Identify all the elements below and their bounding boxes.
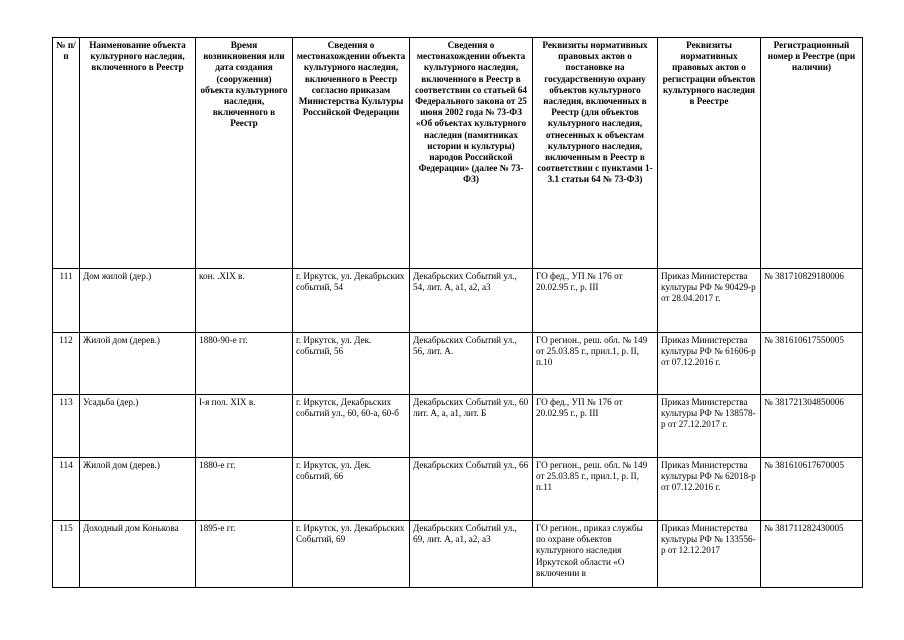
cell-name: Жилой дом (дерев.) [80, 333, 196, 395]
cell-location-ministry: г. Иркутск, ул. Дек. событий, 56 [293, 333, 410, 395]
cell-location-ministry: г. Иркутск, ул. Декабрьских событий, 54 [293, 269, 410, 333]
cell-number: 113 [53, 395, 80, 458]
cell-registration-number: № 381711282430005 [761, 521, 863, 588]
header-cell-registration-number: Регистрационный номер в Реестре (при наличии) [761, 38, 863, 269]
registry-document [52, 37, 862, 588]
cell-name: Жилой дом (дерев.) [80, 458, 196, 521]
cell-protection-acts: ГО регион., реш. обл. № 149 от 25.03.85 г., прил.1, р. II, п.11 [533, 458, 658, 521]
cell-protection-acts: ГО регион., приказ службы по охране объектов культурного наследия Иркутской области «О включении в [533, 521, 658, 588]
cell-name: Доходный дом Конькова [80, 521, 196, 588]
cell-location-law: Декабрьских Событий ул., 56, лит. А. [410, 333, 533, 395]
cell-registration-number: № 381710829180006 [761, 269, 863, 333]
cell-date: кон. .XIX в. [196, 269, 293, 333]
cell-registration-acts: Приказ Министерства культуры РФ № 138578-р от 27.12.2017 г. [658, 395, 761, 458]
table-row [53, 269, 863, 333]
table-row [53, 333, 863, 395]
header-cell-location-ministry: Сведения о местонахождении объекта культурного наследия, включенного в Реестр согласно приказам Министерства Культуры Российской Федерации [293, 38, 410, 269]
cell-number: 114 [53, 458, 80, 521]
cell-registration-number: № 381610617550005 [761, 333, 863, 395]
cell-location-law: Декабрьских Событий ул., 69, лит. А, а1, а2, а3 [410, 521, 533, 588]
cell-registration-number: № 381610617670005 [761, 458, 863, 521]
cell-protection-acts: ГО фед., УП № 176 от 20.02.95 г., р. III [533, 395, 658, 458]
table-header-row [53, 38, 863, 269]
header-cell-name: Наименование объекта культурного наследия, включенного в Реестр [80, 38, 196, 269]
cell-registration-acts: Приказ Министерства культуры РФ № 61606-р от 07.12.2016 г. [658, 333, 761, 395]
cell-registration-acts: Приказ Министерства культуры РФ № 90429-р от 28.04.2017 г. [658, 269, 761, 333]
cell-location-law: Декабрьских Событий ул., 54, лит. А, а1, а2, а3 [410, 269, 533, 333]
header-cell-protection-acts: Реквизиты нормативных правовых актов о постановке на государственную охрану объектов культурного наследия, включенных в Реестр (для объектов культурного наследия, отнесенных к объектам культурного наследия, включенным в Реестр в соответствии с пунктами 1-3.1 статьи 64 № 73-ФЗ) [533, 38, 658, 269]
cell-protection-acts: ГО фед., УП № 176 от 20.02.95 г., р. III [533, 269, 658, 333]
cell-date: 1895-е гг. [196, 521, 293, 588]
cell-name: Усадьба (дер.) [80, 395, 196, 458]
table-row [53, 395, 863, 458]
cell-number: 115 [53, 521, 80, 588]
cell-registration-acts: Приказ Министерства культуры РФ № 62018-р от 07.12.2016 г. [658, 458, 761, 521]
table-row [53, 521, 863, 588]
cell-name: Дом жилой (дер.) [80, 269, 196, 333]
header-cell-registration-acts: Реквизиты нормативных правовых актов о регистрации объектов культурного наследия в Реестре [658, 38, 761, 269]
cell-protection-acts: ГО регион., реш. обл. № 149 от 25.03.85 г., прил.1, р. II, п.10 [533, 333, 658, 395]
table-row [53, 458, 863, 521]
cell-registration-acts: Приказ Министерства культуры РФ № 133556-р от 12.12.2017 [658, 521, 761, 588]
cell-date: 1880-90-е гг. [196, 333, 293, 395]
cell-registration-number: № 381721304850006 [761, 395, 863, 458]
cell-location-ministry: г. Иркутск, Декабрьских событий ул., 60, 60-а, 60-б [293, 395, 410, 458]
cell-location-law: Декабрьских Событий ул., 60 лит. А, а, а1, лит. Б [410, 395, 533, 458]
cell-location-law: Декабрьских Событий ул., 66 [410, 458, 533, 521]
cell-number: 112 [53, 333, 80, 395]
header-cell-number: № п/п [53, 38, 80, 269]
cell-location-ministry: г. Иркутск, ул. Дек. событий, 66 [293, 458, 410, 521]
cell-number: 111 [53, 269, 80, 333]
cell-location-ministry: г. Иркутск, ул. Декабрьских Событий, 69 [293, 521, 410, 588]
header-cell-location-law: Сведения о местонахождении объекта культурного наследия, включенного в Реестр в соответствии со статьей 64 Федерального закона от 25 июня 2002 года № 73-ФЗ «Об объектах культурного наследия (памятниках истории и культуры) народов Российской Федерации» (далее № 73-ФЗ) [410, 38, 533, 269]
cell-date: 1880-е гг. [196, 458, 293, 521]
cell-date: I-я пол. XIX в. [196, 395, 293, 458]
heritage-registry-table [52, 37, 863, 588]
header-cell-date: Время возникновения или дата создания (сооружения) объекта культурного наследия, включенного в Реестр [196, 38, 293, 269]
